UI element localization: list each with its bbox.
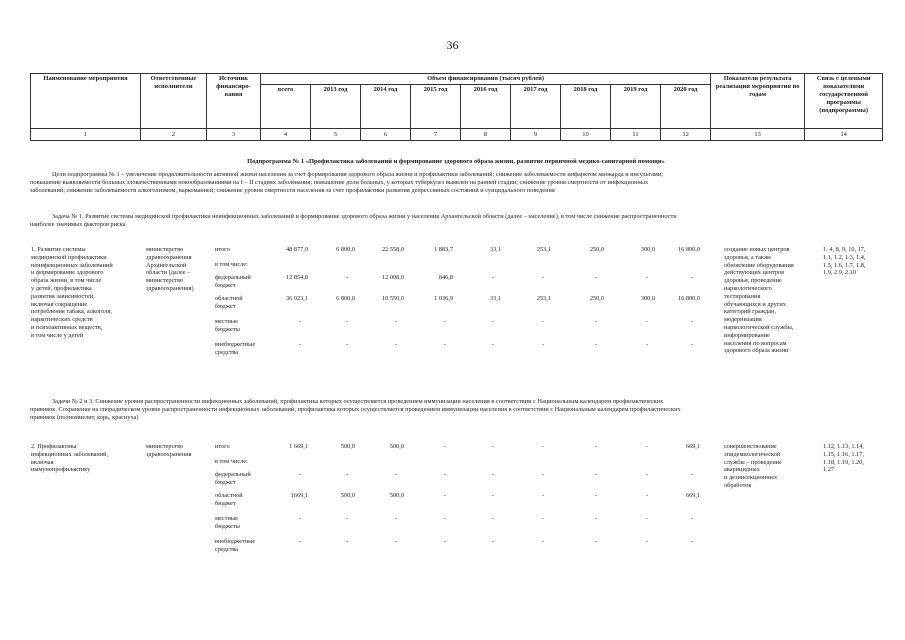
executor-line: Архангельской [146, 261, 187, 269]
funding-value: 12 854,8 [285, 274, 308, 281]
event-results [724, 443, 819, 490]
funding-source-line: бюджет [215, 478, 236, 486]
event-name [31, 443, 143, 474]
funding-value: - [491, 538, 495, 545]
funding-value: - [298, 341, 302, 348]
funding-value: - [645, 443, 649, 450]
header-year: 2016 год [461, 85, 511, 129]
header-year: 2014 год [361, 85, 411, 129]
funding-value: 250,0 [589, 246, 604, 253]
funding-value: 300,0 [640, 295, 655, 302]
result-line: и дезинсекционных [724, 474, 777, 482]
funding-source-line: бюджет [215, 499, 236, 507]
event-name-line: потребления табака, алкоголя, [31, 308, 112, 316]
funding-value: - [645, 515, 649, 522]
funding-value: - [491, 443, 495, 450]
link-line: 1.15, 1.16, 1.17, [823, 450, 864, 458]
result-line: тестирования [724, 292, 761, 300]
result-line: действующих центров [724, 269, 785, 277]
funding-source [215, 458, 275, 466]
funding-value: - [541, 538, 545, 545]
funding-value: - [541, 318, 545, 325]
funding-value: 500,0 [340, 443, 355, 450]
event-executor [146, 246, 214, 293]
executor-line: министерство [146, 277, 184, 285]
funding-source-line: бюджет [215, 302, 236, 310]
executor-line: здравоохранения [146, 450, 192, 458]
funding-value: - [690, 471, 694, 478]
task1-paragraph [30, 213, 880, 229]
funding-value: 669,1 [685, 443, 700, 450]
funding-value: - [594, 538, 598, 545]
header-volume: Объем финансирования (тысяч рублей) [261, 74, 711, 85]
funding-source-line: в том числе: [215, 458, 248, 465]
result-line: эпидемиологической [724, 450, 781, 458]
funding-source-line: средства [215, 348, 239, 356]
funding-value: - [541, 341, 545, 348]
link-line: 1.1, 1.2, 1.3, 1.4, [823, 253, 866, 261]
funding-value: - [491, 515, 495, 522]
column-number: 4 [261, 129, 311, 141]
result-line: службы – проведение [724, 458, 782, 466]
funding-value: - [645, 471, 649, 478]
funding-value: - [541, 492, 545, 499]
header-total: всего [261, 85, 311, 129]
funding-value: 10 550,0 [381, 295, 404, 302]
funding-value: 500,0 [389, 443, 404, 450]
text-line: наиболее значимых факторов риска [30, 221, 126, 229]
funding-value: 48 877,9 [285, 246, 308, 253]
header-event: Наименование мероприятия [31, 74, 141, 129]
funding-value: - [491, 492, 495, 499]
event-name-line: развития зависимостей, [31, 292, 95, 300]
funding-value: 500,0 [389, 492, 404, 499]
column-number: 1 [31, 129, 141, 141]
funding-value: - [394, 318, 398, 325]
funding-value: - [394, 515, 398, 522]
funding-value: 12 008,0 [381, 274, 404, 281]
link-line: 1.18, 1.19, 1.20, [823, 458, 864, 466]
funding-value: - [690, 515, 694, 522]
header-year: 2019 год [611, 85, 661, 129]
funding-value: - [690, 341, 694, 348]
funding-source [215, 471, 275, 487]
funding-value: - [345, 471, 349, 478]
funding-value: - [443, 538, 447, 545]
funding-value: - [645, 274, 649, 281]
funding-value: - [491, 341, 495, 348]
event-name-line: в том числе у детей [31, 331, 84, 339]
event-name-line: включая сокращение [31, 300, 88, 308]
event-executor [146, 443, 214, 459]
funding-source-line: областной [215, 295, 243, 302]
funding-value: - [594, 318, 598, 325]
link-line: 1.5, 1.6, 1.7, 1.8, [823, 261, 866, 269]
text-line: прививок (полиомиелит, корь, краснуха) [30, 414, 139, 422]
header-results: Показатели результата реализации мероприятия по годам [711, 74, 805, 129]
link-line: 1.12, 1.13, 1.14, [823, 443, 864, 450]
funding-value: 36 023,1 [285, 295, 308, 302]
text-line: прививок. Сохранение на спорадическом уровне распространенности инфекционных заболеваний, профилактика которых осуществляется проведением иммунизации населения в соответствии с Национальным календарем профилактических [30, 406, 681, 414]
text-line: Цели подпрограммы № 1 – увеличение продолжительности активной жизни населения за счет формирования здорового образа жизни и профилактики заболеваний; снижение заболеваемости инфарктом миокарда и инсультами; [52, 171, 663, 178]
link-line: 1.9, 2.9, 2.10 [823, 269, 857, 277]
funding-source [215, 538, 275, 554]
funding-source-line: местные [215, 318, 238, 325]
executor-line: здравоохранения) [146, 284, 194, 292]
funding-source [215, 443, 275, 451]
funding-source-line: бюджеты [215, 522, 240, 530]
executor-line: здравоохранения [146, 253, 192, 261]
funding-value: - [594, 341, 598, 348]
funding-value: 253,1 [536, 246, 551, 253]
result-line: здоровья, а также [724, 253, 772, 261]
funding-source-line: федеральный [215, 471, 251, 478]
funding-value: 6 800,0 [336, 246, 355, 253]
funding-value: - [594, 443, 598, 450]
executor-line: области (далее – [146, 269, 191, 277]
funding-source [215, 318, 275, 334]
funding-value: 16 800,0 [677, 246, 700, 253]
funding-value: - [690, 318, 694, 325]
funding-source [215, 492, 275, 508]
funding-value: 22 558,0 [381, 246, 404, 253]
funding-value: 300,0 [640, 246, 655, 253]
funding-value: - [345, 515, 349, 522]
event-name-line: неинфекционных заболеваний [31, 261, 113, 269]
result-line: наркологической службы, [724, 323, 794, 331]
result-line: информирование [724, 331, 770, 339]
result-line: совершенствование [724, 443, 777, 450]
header-year: 2015 год [411, 85, 461, 129]
funding-value: - [394, 538, 398, 545]
funding-source-line: бюджет [215, 281, 236, 289]
funding-source-line: бюджеты [215, 325, 240, 333]
funding-source-line: в том числе: [215, 261, 248, 268]
funding-value: 253,1 [536, 295, 551, 302]
result-line: обработок [724, 481, 752, 489]
task23-paragraph [30, 398, 880, 423]
column-numbers-row [31, 129, 883, 141]
funding-value: - [541, 515, 545, 522]
header-year: 2018 год [561, 85, 611, 129]
event-name-line: у детей, профилактика [31, 284, 92, 292]
result-line: акарицидных [724, 466, 760, 474]
funding-value: - [443, 515, 447, 522]
executor-line: министерство [146, 443, 184, 450]
funding-value: - [298, 318, 302, 325]
funding-source [215, 246, 275, 254]
funding-value: - [541, 471, 545, 478]
funding-value: - [645, 318, 649, 325]
funding-value: 500,0 [340, 492, 355, 499]
column-number: 12 [661, 129, 711, 141]
funding-value: 1 036,9 [434, 295, 453, 302]
text-line: заболеваний; снижение заболеваемости алкоголизмом, наркоманией; снижение уровня смертности населения за счет профилактики развития депрессивных состояний и суицидального поведения [30, 187, 555, 195]
result-line: наркологического [724, 284, 772, 292]
result-line: здоровья, проведение [724, 277, 782, 285]
funding-value: - [443, 471, 447, 478]
funding-source-line: итого [215, 246, 230, 253]
column-number: 11 [611, 129, 661, 141]
event-name [31, 246, 143, 340]
result-line: обновление оборудования [724, 261, 794, 269]
header-year: 2017 год [511, 85, 561, 129]
event-results [724, 246, 819, 355]
funding-value: - [690, 538, 694, 545]
goals-paragraph [30, 171, 880, 196]
link-line: 1. 4, 8, 9, 10, 17, [823, 246, 866, 253]
funding-source-line: областной [215, 492, 243, 499]
column-number: 5 [311, 129, 361, 141]
funding-value: - [594, 492, 598, 499]
event-name-line: иммунопрофилактику [31, 466, 91, 474]
funding-value: - [443, 318, 447, 325]
funding-value: - [491, 471, 495, 478]
column-number: 2 [141, 129, 207, 141]
funding-value: - [345, 538, 349, 545]
header-link: Связь с целевыми показателями государственной программы (подпрограммы) [805, 74, 883, 129]
executor-line: министерство [146, 246, 184, 253]
funding-source [215, 341, 275, 357]
funding-value: 33,1 [489, 295, 501, 302]
funding-value: - [443, 492, 447, 499]
header-source: Источник финансиро- вания [207, 74, 261, 129]
text-line: Задача № 1. Развитие системы медицинской профилактики неинфекционных заболеваний и формирование здорового образа жизни у населения Архангельской области (далее – население), в том числе снижение распространенности [52, 213, 677, 220]
event-name-line: 2. Профилактика [31, 443, 77, 450]
header-executors: Ответственные исполнители [141, 74, 207, 129]
column-number: 6 [361, 129, 411, 141]
event-name-line: медицинской профилактики [31, 253, 107, 261]
funding-value: - [394, 471, 398, 478]
funding-value: - [345, 341, 349, 348]
result-line: здорового образа жизни [724, 347, 789, 355]
column-number: 8 [461, 129, 511, 141]
funding-value: - [443, 341, 447, 348]
result-line: создание новых центров [724, 246, 790, 253]
funding-source-line: местные [215, 515, 238, 522]
column-number: 7 [411, 129, 461, 141]
column-number: 14 [805, 129, 883, 141]
funding-source [215, 515, 275, 531]
funding-value: 6 800,0 [336, 295, 355, 302]
funding-source-line: итого [215, 443, 230, 450]
text-line: повышение выявляемости больных злокачественными новообразованиями на I – II стадиях заболевания; повышение доли больных, у которых туберкулез выявлен на ранней стадии; снижение уровня смертности от инфекционных [30, 179, 649, 187]
funding-source [215, 274, 275, 290]
funding-value: - [443, 443, 447, 450]
funding-source-line: внебюджетные [215, 341, 256, 348]
funding-value: - [491, 318, 495, 325]
text-line: Задачи № 2 и 3. Снижение уровня распространенности инфекционных заболеваний, профилактика которых осуществляется проведением иммунизации населения в соответствии с Национальным календарем профилактических [52, 398, 664, 405]
link-line: 1.27 [823, 466, 835, 474]
column-number: 10 [561, 129, 611, 141]
event-link-indicators [823, 246, 885, 277]
funding-value: - [690, 274, 694, 281]
column-number: 9 [511, 129, 561, 141]
funding-value: - [298, 515, 302, 522]
header-year: 2013 год [311, 85, 361, 129]
funding-value: 33,1 [489, 246, 501, 253]
funding-value: 16 800,0 [677, 295, 700, 302]
funding-source-line: федеральный [215, 274, 251, 281]
funding-value: 846,8 [438, 274, 453, 281]
funding-value: - [394, 341, 398, 348]
funding-value: - [645, 538, 649, 545]
funding-value: - [298, 538, 302, 545]
event-name-line: наркотических средств [31, 316, 93, 324]
column-number: 13 [711, 129, 805, 141]
result-line: категорий граждан, [724, 308, 776, 316]
funding-value: - [645, 341, 649, 348]
funding-value: - [645, 492, 649, 499]
funding-value: 250,0 [589, 295, 604, 302]
funding-value: - [541, 274, 545, 281]
funding-source [215, 261, 275, 269]
funding-value: - [345, 318, 349, 325]
result-line: модернизация [724, 316, 762, 324]
funding-value: - [594, 471, 598, 478]
funding-value: 669,1 [685, 492, 700, 499]
funding-source-line: внебюджетные [215, 538, 256, 545]
result-line: населения по вопросам [724, 339, 787, 347]
event-name-line: и формирование здорового [31, 269, 104, 277]
funding-value: 1 883,7 [434, 246, 453, 253]
page-number: 36 [446, 38, 459, 52]
event-name-line: образа жизни, в том числе [31, 277, 102, 285]
funding-value: 1669,1 [290, 492, 308, 499]
funding-source [215, 295, 275, 311]
column-number: 3 [207, 129, 261, 141]
financing-table-header [30, 73, 883, 141]
funding-value: - [491, 274, 495, 281]
event-link-indicators [823, 443, 885, 474]
funding-value: - [345, 274, 349, 281]
event-name-line: инфекционных заболеваний, [31, 450, 109, 458]
funding-value: 1 669,1 [289, 443, 308, 450]
subprogram-title: Подпрограмма № 1 «Профилактика заболеваний и формирование здорового образа жизни, развитие первичной медико-санитарной помощи» [247, 158, 665, 165]
funding-value: - [594, 515, 598, 522]
funding-source-line: средства [215, 545, 239, 553]
event-name-line: включая [31, 458, 54, 466]
funding-value: - [594, 274, 598, 281]
funding-value: - [298, 471, 302, 478]
result-line: обучающихся и других [724, 300, 786, 308]
event-name-line: 1. Развитие системы [31, 246, 86, 253]
event-name-line: и психоактивных веществ, [31, 323, 103, 331]
header-year: 2020 год [661, 85, 711, 129]
funding-value: - [541, 443, 545, 450]
